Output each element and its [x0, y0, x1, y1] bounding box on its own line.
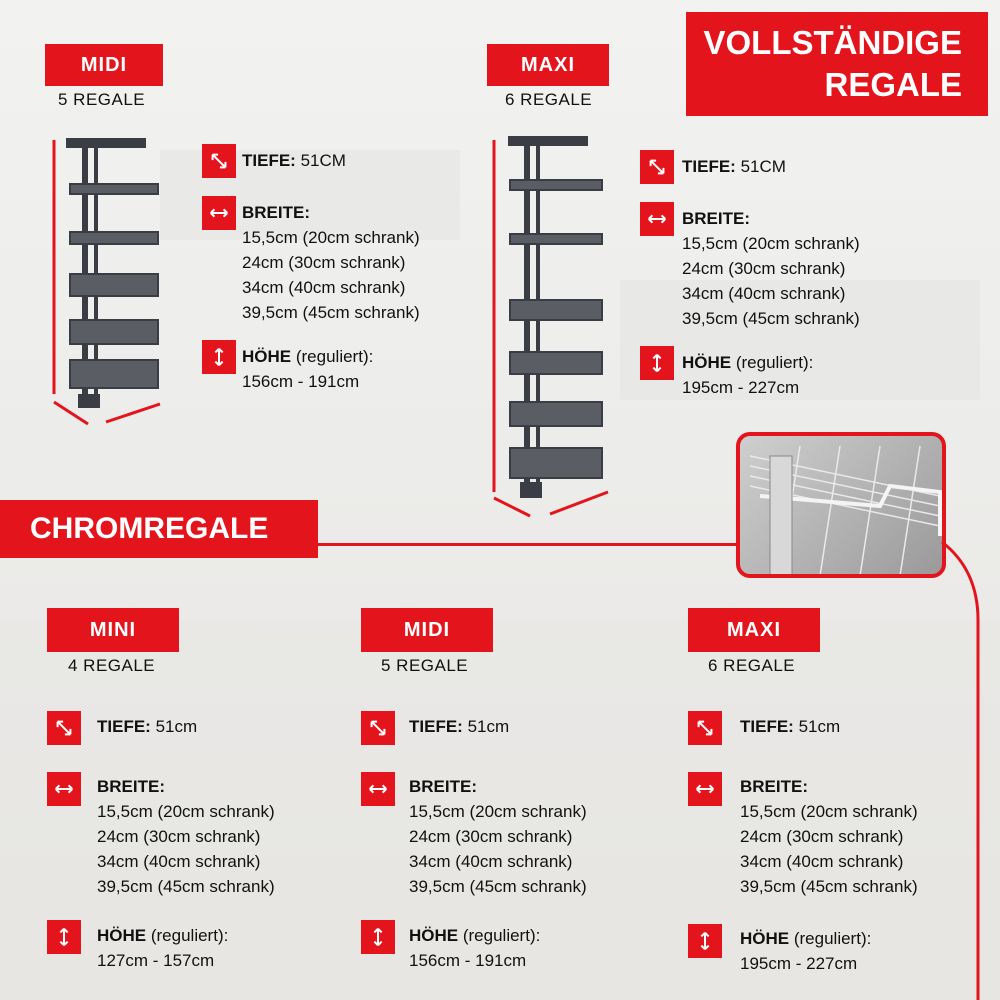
tiefe-label: TIEFE:: [682, 157, 736, 176]
breite-label: BREITE:: [97, 777, 165, 796]
hoehe-label: HÖHE: [242, 347, 292, 366]
breite-icon: [361, 772, 395, 806]
breite-label: BREITE:: [409, 777, 477, 796]
hoehe-label: HÖHE: [97, 926, 147, 945]
chrome-midi-tiefe: [409, 714, 509, 739]
full-midi-hoehe: [242, 344, 373, 394]
depth-dimension-line: [494, 498, 530, 516]
tiefe-label: TIEFE:: [242, 151, 296, 170]
tiefe-label: TIEFE:: [409, 717, 463, 736]
breite-label: BREITE:: [242, 203, 310, 222]
tiefe-icon: [202, 144, 236, 178]
hoehe-note: (reguliert):: [735, 353, 814, 372]
chrome-mini-tiefe: [97, 714, 197, 739]
breite-icon: [688, 772, 722, 806]
tiefe-label: TIEFE:: [97, 717, 151, 736]
tiefe-label: TIEFE:: [740, 717, 794, 736]
full-midi-sub: 5 REGALE: [58, 90, 146, 109]
hoehe-label: HÖHE: [409, 926, 459, 945]
full-midi-shelf-image: [48, 132, 168, 432]
full-midi-tag: MIDI: [45, 44, 163, 86]
breite-value-2: 24cm (30cm schrank): [682, 259, 846, 278]
hoehe-icon: [361, 920, 395, 954]
tiefe-icon: [361, 711, 395, 745]
tiefe-value: 51cm: [798, 717, 841, 736]
full-maxi-hoehe: [682, 350, 813, 400]
tiefe-value: 51cm: [155, 717, 198, 736]
breite-value-3: 34cm (40cm schrank): [242, 278, 406, 297]
breite-label: BREITE:: [740, 777, 808, 796]
tiefe-value: 51CM: [300, 151, 346, 170]
hoehe-icon: [47, 920, 81, 954]
hoehe-icon: [688, 924, 722, 958]
breite-value-4: 39,5cm (45cm schrank): [242, 303, 420, 322]
hoehe-value: 195cm - 227cm: [682, 378, 800, 397]
tiefe-value: 51CM: [740, 157, 786, 176]
hoehe-value: 195cm - 227cm: [740, 954, 858, 973]
header-line2: REGALE: [824, 66, 962, 103]
chrome-mini-hoehe: [97, 923, 228, 973]
breite-value-3: 34cm (40cm schrank): [409, 852, 573, 871]
breite-value-1: 15,5cm (20cm schrank): [242, 228, 420, 247]
full-maxi-tag: MAXI: [487, 44, 609, 86]
divider-line: [318, 543, 738, 546]
chrome-midi-breite: [409, 774, 587, 899]
chrome-maxi-breite: [740, 774, 918, 899]
full-maxi-shelf-image: [486, 130, 616, 520]
chrome-maxi-tiefe: [740, 714, 840, 739]
breite-value-1: 15,5cm (20cm schrank): [682, 234, 860, 253]
hoehe-value: 156cm - 191cm: [409, 951, 527, 970]
hoehe-note: (reguliert):: [793, 929, 872, 948]
chrome-midi-sub: 5 REGALE: [381, 656, 469, 675]
breite-value-4: 39,5cm (45cm schrank): [409, 877, 587, 896]
full-maxi-breite: [682, 206, 860, 331]
width-dimension-line: [550, 492, 608, 514]
chrome-detail-image: [736, 432, 946, 578]
full-maxi-sub: 6 REGALE: [505, 90, 593, 109]
hoehe-value: 127cm - 157cm: [97, 951, 215, 970]
breite-value-3: 34cm (40cm schrank): [97, 852, 261, 871]
breite-label: BREITE:: [682, 209, 750, 228]
full-maxi-tiefe: [682, 154, 786, 179]
chrome-midi-hoehe: [409, 923, 540, 973]
breite-icon: [202, 196, 236, 230]
chrome-maxi-hoehe: [740, 926, 871, 976]
breite-icon: [640, 202, 674, 236]
breite-value-2: 24cm (30cm schrank): [97, 827, 261, 846]
breite-value-2: 24cm (30cm schrank): [409, 827, 573, 846]
header-line1: VOLLSTÄNDIGE: [703, 24, 962, 61]
breite-value-3: 34cm (40cm schrank): [740, 852, 904, 871]
hoehe-icon: [640, 346, 674, 380]
chrome-maxi-sub: 6 REGALE: [708, 656, 796, 675]
breite-value-4: 39,5cm (45cm schrank): [740, 877, 918, 896]
breite-value-4: 39,5cm (45cm schrank): [97, 877, 275, 896]
tiefe-icon: [688, 711, 722, 745]
chrome-mini-tag: MINI: [47, 608, 179, 652]
hoehe-label: HÖHE: [682, 353, 732, 372]
width-dimension-line: [106, 404, 160, 422]
hoehe-icon: [202, 340, 236, 374]
breite-value-3: 34cm (40cm schrank): [682, 284, 846, 303]
full-midi-tiefe: [242, 148, 346, 173]
tiefe-icon: [47, 711, 81, 745]
hoehe-note: (reguliert):: [462, 926, 541, 945]
breite-value-1: 15,5cm (20cm schrank): [740, 802, 918, 821]
chrome-mini-breite: [97, 774, 275, 899]
hoehe-value: 156cm - 191cm: [242, 372, 360, 391]
hoehe-note: (reguliert):: [295, 347, 374, 366]
breite-icon: [47, 772, 81, 806]
chrome-maxi-tag: MAXI: [688, 608, 820, 652]
hoehe-note: (reguliert):: [150, 926, 229, 945]
chrome-section-banner: CHROMREGALE: [0, 500, 318, 558]
tiefe-icon: [640, 150, 674, 184]
header-banner: [686, 12, 988, 116]
full-midi-breite: [242, 200, 420, 325]
breite-value-1: 15,5cm (20cm schrank): [409, 802, 587, 821]
breite-value-2: 24cm (30cm schrank): [242, 253, 406, 272]
chrome-mini-sub: 4 REGALE: [68, 656, 156, 675]
breite-value-2: 24cm (30cm schrank): [740, 827, 904, 846]
chrome-midi-tag: MIDI: [361, 608, 493, 652]
decorative-curve-line: [940, 540, 990, 1000]
hoehe-label: HÖHE: [740, 929, 790, 948]
breite-value-1: 15,5cm (20cm schrank): [97, 802, 275, 821]
breite-value-4: 39,5cm (45cm schrank): [682, 309, 860, 328]
tiefe-value: 51cm: [467, 717, 510, 736]
